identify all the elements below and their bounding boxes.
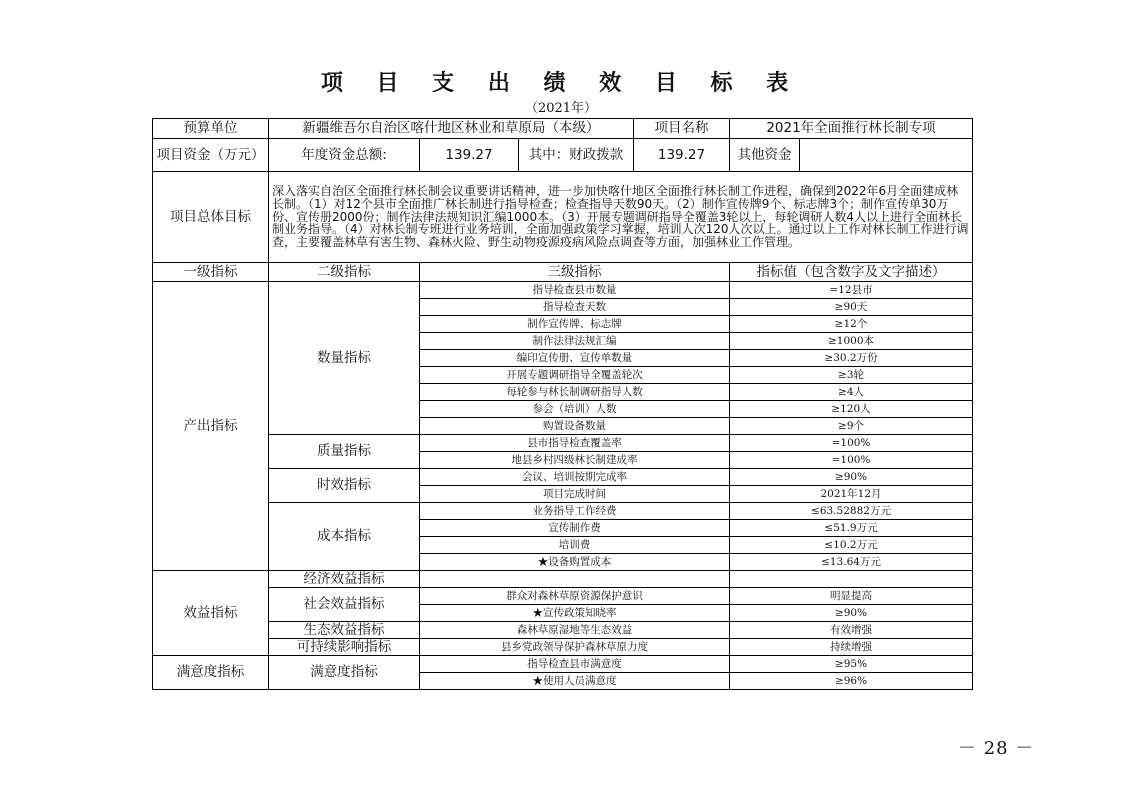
indicator-name: 地县乡村四级林长制建成率	[420, 452, 730, 469]
indicator-value: ≥1000本	[730, 333, 973, 350]
indicator-row	[153, 656, 973, 673]
indicator-value: ≥4人	[730, 384, 973, 401]
indicator-value: =100%	[730, 452, 973, 469]
indicator-value: 有效增强	[730, 622, 973, 639]
economic-benefit-indicators-label: 经济效益指标	[269, 571, 420, 588]
indicator-name: 购置设备数量	[420, 418, 730, 435]
quality-indicators-label: 质量指标	[269, 435, 420, 469]
indicator-name: 制作法律法规汇编	[420, 333, 730, 350]
indicator-name: 制作宣传牌、标志牌	[420, 316, 730, 333]
funds-label: 项目资金（万元）	[153, 139, 269, 172]
indicator-value: 持续增强	[730, 639, 973, 656]
column-header-value: 指标值（包含数字及文字描述）	[730, 263, 973, 282]
sustainable-impact-indicators-label: 可持续影响指标	[269, 639, 420, 656]
ecological-benefit-indicators-label: 生态效益指标	[269, 622, 420, 639]
indicator-value: 明显提高	[730, 588, 973, 605]
indicator-value: ≤10.2万元	[730, 537, 973, 554]
indicator-value: =100%	[730, 435, 973, 452]
indicator-name: 指导检查天数	[420, 299, 730, 316]
indicator-row	[153, 588, 973, 605]
indicator-name: 开展专题调研指导全覆盖轮次	[420, 367, 730, 384]
indicator-value: =12县市	[730, 282, 973, 299]
indicator-name: 会议、培训按期完成率	[420, 469, 730, 486]
indicator-name	[420, 571, 730, 588]
satisfaction-indicators-label: 满意度指标	[269, 656, 420, 690]
indicator-name: ★设备购置成本	[420, 554, 730, 571]
indicator-value: ≥90%	[730, 469, 973, 486]
indicator-value: ≥12个	[730, 316, 973, 333]
indicator-name: 县市指导检查覆盖率	[420, 435, 730, 452]
indicator-row	[153, 469, 973, 486]
column-header-level3: 三级指标	[420, 263, 730, 282]
indicator-name: 指导检查县市数量	[420, 282, 730, 299]
indicator-value: 2021年12月	[730, 486, 973, 503]
page-number: － 28 －	[958, 738, 1035, 759]
indicator-name: 项目完成时间	[420, 486, 730, 503]
indicator-value: ≥120人	[730, 401, 973, 418]
other-funds-value	[800, 139, 973, 172]
indicator-value: ≤51.9万元	[730, 520, 973, 537]
indicator-value: ≥3轮	[730, 367, 973, 384]
page-title: 项 目 支 出 绩 效 目 标 表	[320, 70, 802, 96]
indicator-name: 每轮参与林长制调研指导人数	[420, 384, 730, 401]
indicator-name: 参会（培训）人数	[420, 401, 730, 418]
year-subtitle: （2021年）	[524, 101, 598, 116]
indicator-name: 业务指导工作经费	[420, 503, 730, 520]
indicator-value: ≥95%	[730, 656, 973, 673]
social-benefit-indicators-label: 社会效益指标	[269, 588, 420, 622]
performance-table	[152, 118, 973, 690]
indicator-row	[153, 503, 973, 520]
indicator-value: ≤13.64万元	[730, 554, 973, 571]
indicator-name: ★宣传政策知晓率	[420, 605, 730, 622]
satisfaction-indicators-label: 满意度指标	[153, 656, 269, 690]
indicator-row	[153, 571, 973, 588]
indicator-row	[153, 282, 973, 299]
indicator-row	[153, 639, 973, 656]
budget-unit-value: 新疆维吾尔自治区喀什地区林业和草原局（本级）	[269, 119, 634, 139]
indicator-value: ≥90%	[730, 605, 973, 622]
goal-label: 项目总体目标	[153, 172, 269, 263]
fiscal-label: 其中：财政拨款	[519, 139, 634, 172]
fiscal-value: 139.27	[634, 139, 730, 172]
quantity-indicators-label: 数量指标	[269, 282, 420, 435]
annual-total-label: 年度资金总额:	[269, 139, 420, 172]
indicator-value: ≥9个	[730, 418, 973, 435]
project-name-value: 2021年全面推行林长制专项	[730, 119, 973, 139]
indicator-value	[730, 571, 973, 588]
project-name-label: 项目名称	[634, 119, 730, 139]
output-indicators-label: 产出指标	[153, 282, 269, 571]
benefit-indicators-label: 效益指标	[153, 571, 269, 656]
indicator-value: ≥30.2万份	[730, 350, 973, 367]
column-header-level1: 一级指标	[153, 263, 269, 282]
timeliness-indicators-label: 时效指标	[269, 469, 420, 503]
goal-text: 深入落实自治区全面推行林长制会议重要讲话精神，进一步加快喀什地区全面推行林长制工作进程，确保到2022年6月全面建成林长制。（1）对12个县市全面推广林长制进行指导检查；检查指导天数90天。（2）制作宣传牌9个、标志牌3个；制作宣传单30万份、宣传册2000份；制作法律法规知识汇编1000本。（3）开展专题调研指导全覆盖3轮以上，每轮调研人数4人以上进行全面林长制业务指导。（4）对林长制专班进行业务培训，全面加强政策学习掌握，培训人次120人次以上。通过以上工作对林长制工作进行调查，主要覆盖林草有害生物、森林火险、野生动物疫源疫病风险点调查等方面，加强林业工作管理。	[269, 172, 973, 263]
indicator-value: ≥96%	[730, 673, 973, 690]
indicator-name: 森林草原湿地等生态效益	[420, 622, 730, 639]
indicator-name: 指导检查县市满意度	[420, 656, 730, 673]
indicator-value: ≤63.52882万元	[730, 503, 973, 520]
budget-unit-label: 预算单位	[153, 119, 269, 139]
indicator-name: ★使用人员满意度	[420, 673, 730, 690]
indicator-name: 宣传制作费	[420, 520, 730, 537]
indicator-name: 培训费	[420, 537, 730, 554]
indicator-row	[153, 435, 973, 452]
indicator-name: 县乡党政领导保护森林草原力度	[420, 639, 730, 656]
indicator-row	[153, 622, 973, 639]
cost-indicators-label: 成本指标	[269, 503, 420, 571]
annual-total-value: 139.27	[420, 139, 519, 172]
indicator-value: ≥90天	[730, 299, 973, 316]
indicator-name: 群众对森林草原资源保护意识	[420, 588, 730, 605]
indicator-name: 编印宣传册、宣传单数量	[420, 350, 730, 367]
column-header-level2: 二级指标	[269, 263, 420, 282]
other-funds-label: 其他资金	[730, 139, 800, 172]
